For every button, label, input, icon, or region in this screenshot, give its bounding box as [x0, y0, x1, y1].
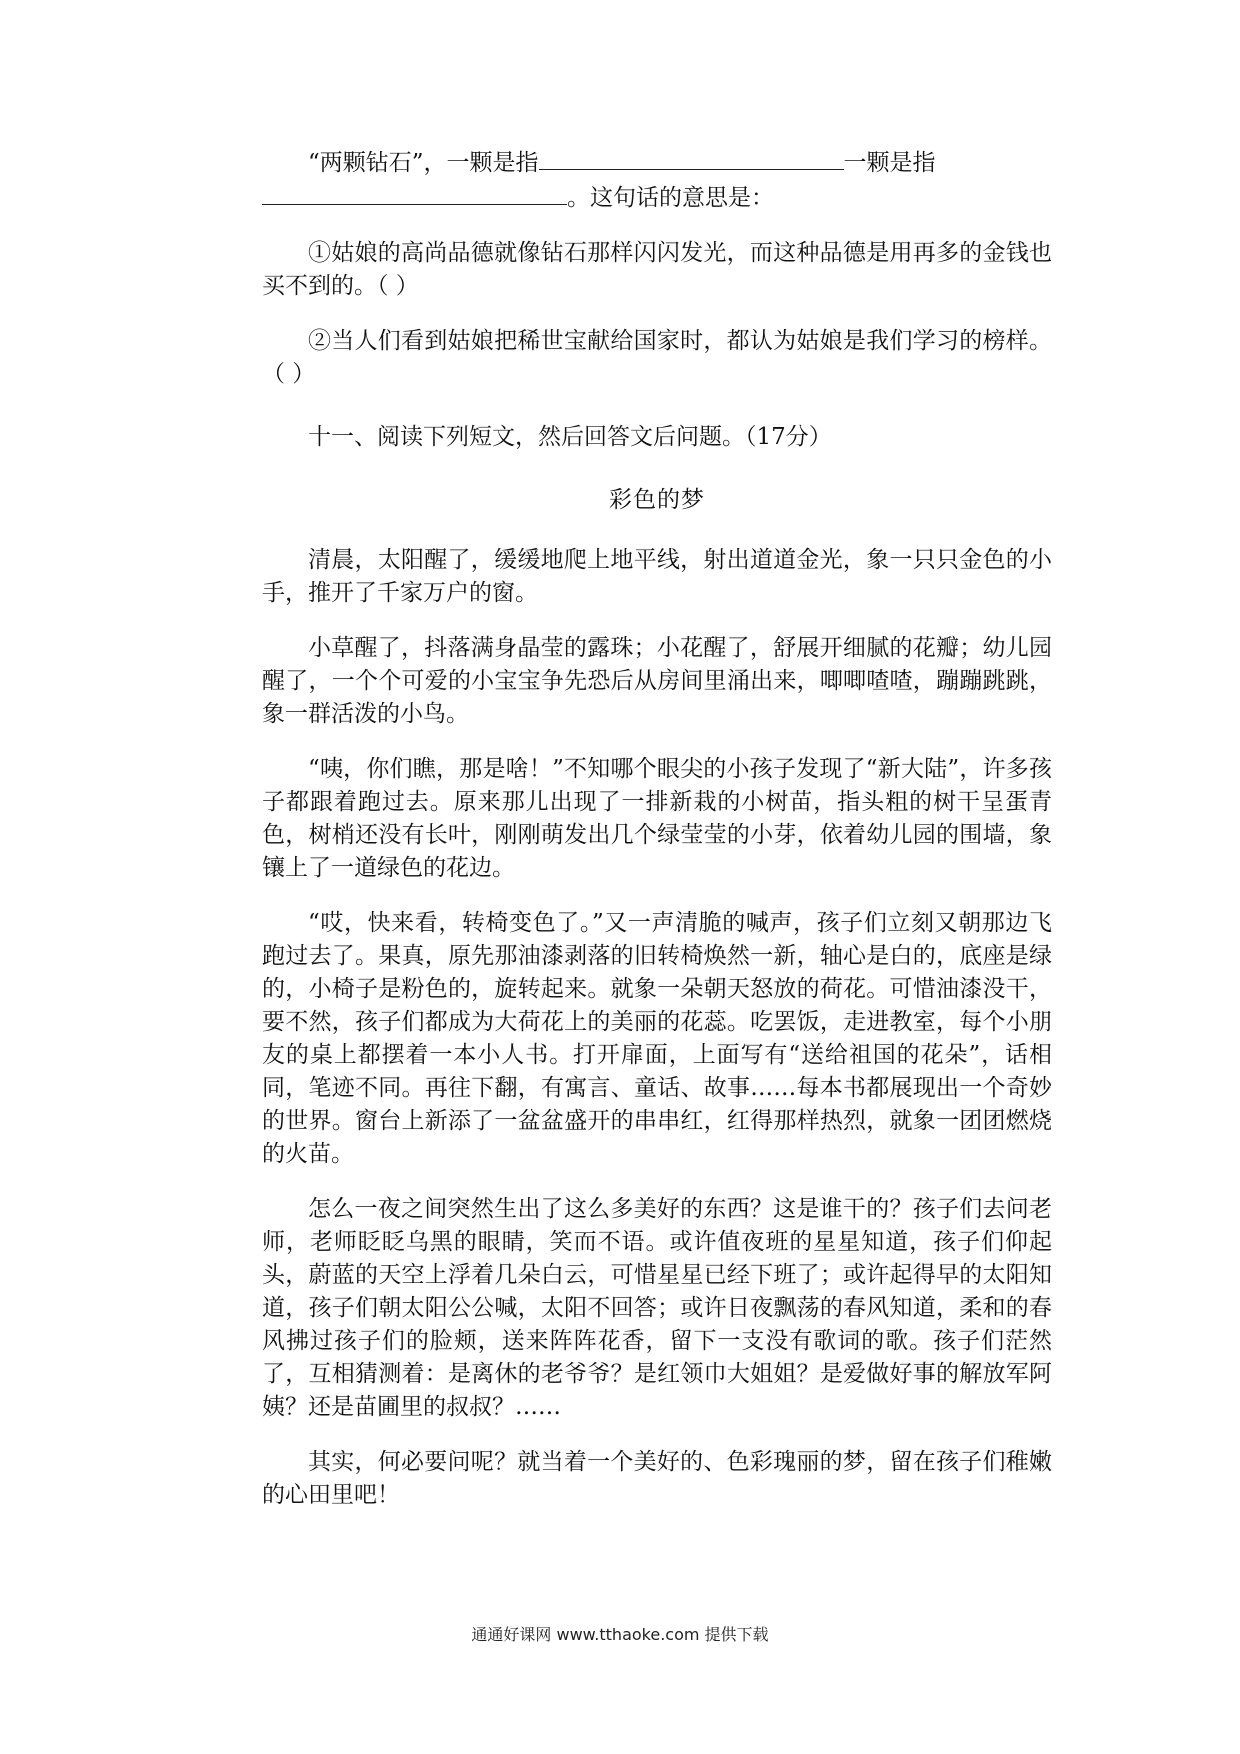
q10-middle: 一颗是指 — [843, 150, 936, 176]
q10-fill-blank — [262, 145, 1052, 180]
q10-intro: “两颗钻石”，一颗是指 — [308, 150, 539, 176]
q10-option-2: ②当人们看到姑娘把稀世宝献给国家时，都认为姑娘是我们学习的榜样。（ ） — [262, 328, 1052, 387]
passage-paragraph-1: 清晨，太阳醒了，缓缓地爬上地平线，射出道道金光，象一只只金色的小手，推开了千家万户的窗。 — [262, 547, 1052, 606]
q10-fill-blank-line2 — [262, 180, 1052, 215]
q10-option-1: ①姑娘的高尚品德就像钻石那样闪闪发光，而这种品德是用再多的金钱也买不到的。（ ） — [262, 240, 1052, 299]
passage-paragraph-2: 小草醒了，抖落满身晶莹的露珠；小花醒了，舒展开细腻的花瓣；幼儿园醒了，一个个可爱的小宝宝争先恐后从房间里涌出来，唧唧喳喳，蹦蹦跳跳，象一群活泼的小鸟。 — [262, 635, 1052, 727]
page-footer: 通通好课网 www.tthaoke.com 提供下载 — [471, 1625, 769, 1644]
passage-title: 彩色的梦 — [609, 487, 705, 513]
q11-heading: 十一、阅读下列短文，然后回答文后问题。（17分） — [308, 424, 832, 450]
passage-paragraph-6: 其实，何必要问呢？就当着一个美好的、色彩瑰丽的梦，留在孩子们稚嫩的心田里吧！ — [262, 1449, 1052, 1508]
passage-paragraph-4: “哎，快来看，转椅变色了。”又一声清脆的喊声，孩子们立刻又朝那边飞跑过去了。果真，原先那油漆剥落的旧转椅焕然一新，轴心是白的，底座是绿的，小椅子是粉色的，旋转起来。就象一朵朝天怒放的荷花。可惜油漆没干，要不然，孩子们都成为大荷花上的美丽的花蕊。吃罢饭，走进教室，每个小朋友的桌上都摆着一本小人书。打开扉面，上面写有“送给祖国的花朵”，话相同，笔迹不同。再往下翻，有寓言、童话、故事……每本书都展现出一个奇妙的世界。窗台上新添了一盆盆盛开的串串红，红得那样热烈，就象一团团燃烧的火苗。 — [262, 910, 1052, 1167]
page-content — [262, 145, 1052, 1512]
passage-paragraph-3: “咦，你们瞧，那是啥！”不知哪个眼尖的小孩子发现了“新大陆”，许多孩子都跟着跑过去。原来那儿出现了一排新栽的小树苗，指头粗的树干呈蛋青色，树梢还没有长叶，刚刚萌发出几个绿莹莹的小芽，依着幼儿园的围墙，象镶上了一道绿色的花边。 — [262, 756, 1052, 881]
answer-blank-2[interactable] — [262, 180, 567, 205]
answer-blank-1[interactable] — [539, 145, 844, 170]
q10-tail: 。这句话的意思是： — [567, 185, 774, 211]
passage-paragraph-5: 怎么一夜之间突然生出了这么多美好的东西？这是谁干的？孩子们去问老师，老师眨眨乌黑的眼睛，笑而不语。或许值夜班的星星知道，孩子们仰起头，蔚蓝的天空上浮着几朵白云，可惜星星已经下班了；或许起得早的太阳知道，孩子们朝太阳公公喊，太阳不回答；或许日夜飘荡的春风知道，柔和的春风拂过孩子们的脸颊，送来阵阵花香，留下一支没有歌词的歌。孩子们茫然了，互相猜测着：是离休的老爷爷？是红领巾大姐姐？是爱做好事的解放军阿姨？还是苗圃里的叔叔？…… — [262, 1196, 1052, 1420]
